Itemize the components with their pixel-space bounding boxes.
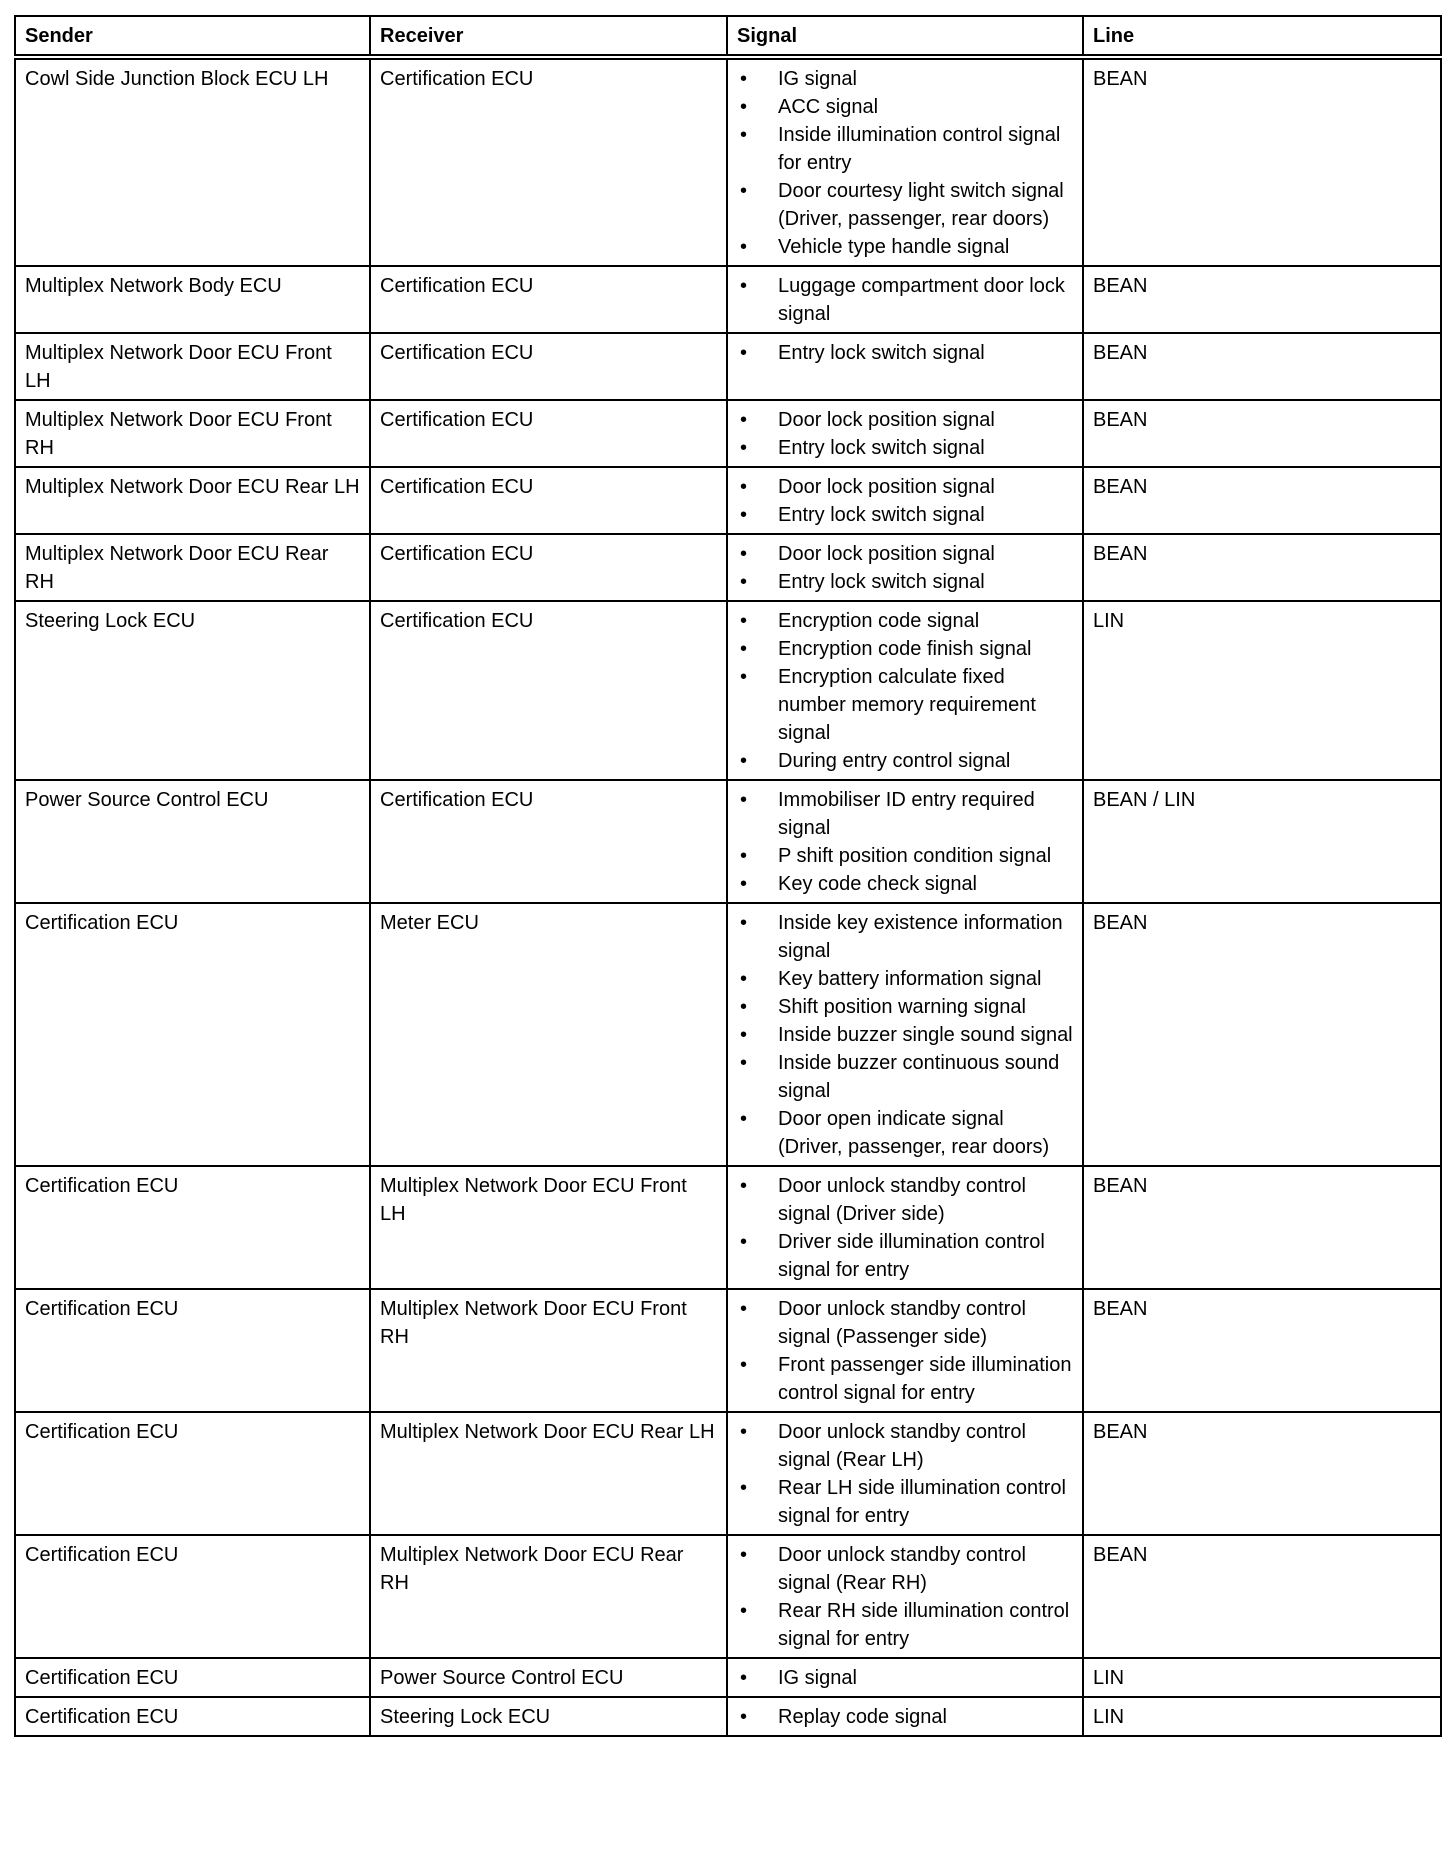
signal-item bbox=[737, 1418, 1073, 1474]
signal-text: Inside key existence information signal bbox=[778, 912, 1063, 962]
signal-text: Entry lock switch signal bbox=[778, 437, 985, 459]
signal-cell bbox=[727, 333, 1083, 400]
receiver-cell: Certification ECU bbox=[370, 266, 727, 333]
signal-table bbox=[14, 15, 1442, 1737]
signal-item bbox=[737, 870, 1073, 898]
sender-cell: Certification ECU bbox=[15, 1697, 370, 1736]
line-cell: BEAN bbox=[1083, 333, 1441, 400]
signal-list bbox=[737, 1664, 1073, 1692]
table-row bbox=[15, 333, 1441, 400]
signal-list bbox=[737, 272, 1073, 328]
signal-cell bbox=[727, 1697, 1083, 1736]
signal-cell bbox=[727, 57, 1083, 266]
receiver-cell: Certification ECU bbox=[370, 780, 727, 903]
signal-list bbox=[737, 406, 1073, 462]
receiver-cell: Certification ECU bbox=[370, 57, 727, 266]
signal-text: Immobiliser ID entry required signal bbox=[778, 789, 1035, 839]
signal-cell bbox=[727, 1289, 1083, 1412]
line-cell: BEAN bbox=[1083, 1535, 1441, 1658]
bullet-icon: • bbox=[740, 543, 748, 565]
bullet-icon: • bbox=[740, 1231, 748, 1253]
sender-cell: Certification ECU bbox=[15, 1658, 370, 1697]
signal-item bbox=[737, 65, 1073, 93]
signal-list bbox=[737, 1172, 1073, 1284]
signal-cell bbox=[727, 780, 1083, 903]
signal-text: Inside buzzer single sound signal bbox=[778, 1024, 1073, 1046]
signal-item bbox=[737, 1228, 1073, 1284]
signal-cell bbox=[727, 601, 1083, 780]
signal-text: Door unlock standby control signal (Passenger side) bbox=[778, 1298, 1026, 1348]
signal-cell bbox=[727, 1535, 1083, 1658]
signal-cell bbox=[727, 400, 1083, 467]
receiver-cell: Multiplex Network Door ECU Rear RH bbox=[370, 1535, 727, 1658]
signal-text: Door unlock standby control signal (Rear RH) bbox=[778, 1544, 1026, 1594]
receiver-cell: Steering Lock ECU bbox=[370, 1697, 727, 1736]
receiver-cell: Multiplex Network Door ECU Front RH bbox=[370, 1289, 727, 1412]
signal-text: Rear RH side illumination control signal for entry bbox=[778, 1600, 1070, 1650]
sender-cell: Certification ECU bbox=[15, 1535, 370, 1658]
signal-text: Door unlock standby control signal (Driver side) bbox=[778, 1175, 1026, 1225]
table-row bbox=[15, 266, 1441, 333]
receiver-cell: Certification ECU bbox=[370, 534, 727, 601]
receiver-cell: Meter ECU bbox=[370, 903, 727, 1166]
header-sender: Sender bbox=[15, 16, 370, 57]
signal-cell bbox=[727, 467, 1083, 534]
receiver-cell: Multiplex Network Door ECU Front LH bbox=[370, 1166, 727, 1289]
signal-text: Inside buzzer continuous sound signal bbox=[778, 1052, 1060, 1102]
bullet-icon: • bbox=[740, 912, 748, 934]
table-row bbox=[15, 780, 1441, 903]
bullet-icon: • bbox=[740, 96, 748, 118]
bullet-icon: • bbox=[740, 1298, 748, 1320]
signal-text: P shift position condition signal bbox=[778, 845, 1052, 867]
bullet-icon: • bbox=[740, 1667, 748, 1689]
signal-cell bbox=[727, 903, 1083, 1166]
table-row bbox=[15, 601, 1441, 780]
receiver-cell: Multiplex Network Door ECU Rear LH bbox=[370, 1412, 727, 1535]
bullet-icon: • bbox=[740, 1477, 748, 1499]
bullet-icon: • bbox=[740, 666, 748, 688]
signal-item bbox=[737, 1664, 1073, 1692]
signal-text: Key code check signal bbox=[778, 873, 978, 895]
signal-item bbox=[737, 473, 1073, 501]
signal-list bbox=[737, 540, 1073, 596]
signal-item bbox=[737, 233, 1073, 261]
line-cell: BEAN / LIN bbox=[1083, 780, 1441, 903]
bullet-icon: • bbox=[740, 750, 748, 772]
bullet-icon: • bbox=[740, 996, 748, 1018]
receiver-cell: Certification ECU bbox=[370, 333, 727, 400]
bullet-icon: • bbox=[740, 571, 748, 593]
signal-list bbox=[737, 1703, 1073, 1731]
signal-item bbox=[737, 568, 1073, 596]
sender-cell: Multiplex Network Door ECU Rear LH bbox=[15, 467, 370, 534]
signal-text: Rear LH side illumination control signal for entry bbox=[778, 1477, 1066, 1527]
signal-item bbox=[737, 607, 1073, 635]
signal-item bbox=[737, 635, 1073, 663]
signal-text: Encryption code signal bbox=[778, 610, 980, 632]
signal-item bbox=[737, 747, 1073, 775]
signal-text: Entry lock switch signal bbox=[778, 342, 985, 364]
signal-list bbox=[737, 607, 1073, 775]
signal-item bbox=[737, 406, 1073, 434]
signal-item bbox=[737, 434, 1073, 462]
signal-item bbox=[737, 1597, 1073, 1653]
signal-item bbox=[737, 1021, 1073, 1049]
table-row bbox=[15, 400, 1441, 467]
signal-item bbox=[737, 965, 1073, 993]
signal-item bbox=[737, 1541, 1073, 1597]
signal-item bbox=[737, 1351, 1073, 1407]
line-cell: BEAN bbox=[1083, 467, 1441, 534]
bullet-icon: • bbox=[740, 845, 748, 867]
table-row bbox=[15, 1412, 1441, 1535]
signal-item bbox=[737, 1172, 1073, 1228]
signal-cell bbox=[727, 1658, 1083, 1697]
receiver-cell: Certification ECU bbox=[370, 400, 727, 467]
table-row bbox=[15, 1166, 1441, 1289]
signal-item bbox=[737, 1703, 1073, 1731]
signal-text: Encryption calculate fixed number memory requirement signal bbox=[778, 666, 1036, 744]
signal-item bbox=[737, 339, 1073, 367]
signal-item bbox=[737, 1105, 1073, 1161]
sender-cell: Power Source Control ECU bbox=[15, 780, 370, 903]
bullet-icon: • bbox=[740, 1052, 748, 1074]
signal-text: Door lock position signal bbox=[778, 476, 995, 498]
table-row bbox=[15, 467, 1441, 534]
bullet-icon: • bbox=[740, 275, 748, 297]
signal-cell bbox=[727, 1166, 1083, 1289]
sender-cell: Multiplex Network Door ECU Front RH bbox=[15, 400, 370, 467]
bullet-icon: • bbox=[740, 476, 748, 498]
bullet-icon: • bbox=[740, 1544, 748, 1566]
line-cell: BEAN bbox=[1083, 1289, 1441, 1412]
table-row bbox=[15, 903, 1441, 1166]
bullet-icon: • bbox=[740, 124, 748, 146]
signal-list bbox=[737, 909, 1073, 1161]
sender-cell: Cowl Side Junction Block ECU LH bbox=[15, 57, 370, 266]
signal-cell bbox=[727, 1412, 1083, 1535]
bullet-icon: • bbox=[740, 638, 748, 660]
bullet-icon: • bbox=[740, 409, 748, 431]
signal-text: Door open indicate signal (Driver, passenger, rear doors) bbox=[778, 1108, 1050, 1158]
line-cell: LIN bbox=[1083, 1658, 1441, 1697]
line-cell: BEAN bbox=[1083, 266, 1441, 333]
signal-item bbox=[737, 1049, 1073, 1105]
bullet-icon: • bbox=[740, 1108, 748, 1130]
signal-item bbox=[737, 177, 1073, 233]
sender-cell: Certification ECU bbox=[15, 903, 370, 1166]
sender-cell: Steering Lock ECU bbox=[15, 601, 370, 780]
signal-item bbox=[737, 121, 1073, 177]
signal-text: Door lock position signal bbox=[778, 543, 995, 565]
signal-list bbox=[737, 1295, 1073, 1407]
table-body bbox=[15, 57, 1441, 1736]
signal-text: Inside illumination control signal for entry bbox=[778, 124, 1061, 174]
bullet-icon: • bbox=[740, 610, 748, 632]
sender-cell: Certification ECU bbox=[15, 1166, 370, 1289]
receiver-cell: Power Source Control ECU bbox=[370, 1658, 727, 1697]
table-row bbox=[15, 534, 1441, 601]
signal-item bbox=[737, 93, 1073, 121]
line-cell: LIN bbox=[1083, 1697, 1441, 1736]
signal-cell bbox=[727, 534, 1083, 601]
bullet-icon: • bbox=[740, 1421, 748, 1443]
sender-cell: Certification ECU bbox=[15, 1289, 370, 1412]
signal-text: IG signal bbox=[778, 1667, 857, 1689]
bullet-icon: • bbox=[740, 68, 748, 90]
signal-list bbox=[737, 1541, 1073, 1653]
signal-text: Vehicle type handle signal bbox=[778, 236, 1010, 258]
bullet-icon: • bbox=[740, 1354, 748, 1376]
signal-text: Door lock position signal bbox=[778, 409, 995, 431]
signal-item bbox=[737, 501, 1073, 529]
signal-item bbox=[737, 909, 1073, 965]
table-row bbox=[15, 57, 1441, 266]
bullet-icon: • bbox=[740, 504, 748, 526]
sender-cell: Multiplex Network Door ECU Front LH bbox=[15, 333, 370, 400]
signal-list bbox=[737, 339, 1073, 367]
signal-text: Door unlock standby control signal (Rear LH) bbox=[778, 1421, 1026, 1471]
header-signal: Signal bbox=[727, 16, 1083, 57]
signal-text: During entry control signal bbox=[778, 750, 1011, 772]
bullet-icon: • bbox=[740, 1600, 748, 1622]
line-cell: LIN bbox=[1083, 601, 1441, 780]
signal-item bbox=[737, 663, 1073, 747]
table-row bbox=[15, 1289, 1441, 1412]
bullet-icon: • bbox=[740, 1706, 748, 1728]
signal-item bbox=[737, 1474, 1073, 1530]
line-cell: BEAN bbox=[1083, 534, 1441, 601]
signal-text: Entry lock switch signal bbox=[778, 504, 985, 526]
bullet-icon: • bbox=[740, 873, 748, 895]
signal-item bbox=[737, 1295, 1073, 1351]
signal-list bbox=[737, 65, 1073, 261]
signal-text: Shift position warning signal bbox=[778, 996, 1026, 1018]
receiver-cell: Certification ECU bbox=[370, 601, 727, 780]
bullet-icon: • bbox=[740, 789, 748, 811]
sender-cell: Certification ECU bbox=[15, 1412, 370, 1535]
signal-item bbox=[737, 272, 1073, 328]
header-receiver: Receiver bbox=[370, 16, 727, 57]
line-cell: BEAN bbox=[1083, 903, 1441, 1166]
signal-list bbox=[737, 473, 1073, 529]
line-cell: BEAN bbox=[1083, 57, 1441, 266]
table-row bbox=[15, 1658, 1441, 1697]
header-line: Line bbox=[1083, 16, 1441, 57]
line-cell: BEAN bbox=[1083, 1166, 1441, 1289]
receiver-cell: Certification ECU bbox=[370, 467, 727, 534]
signal-list bbox=[737, 1418, 1073, 1530]
sender-cell: Multiplex Network Body ECU bbox=[15, 266, 370, 333]
header-row bbox=[15, 16, 1441, 57]
signal-text: Entry lock switch signal bbox=[778, 571, 985, 593]
sender-cell: Multiplex Network Door ECU Rear RH bbox=[15, 534, 370, 601]
bullet-icon: • bbox=[740, 342, 748, 364]
signal-item bbox=[737, 993, 1073, 1021]
signal-cell bbox=[727, 266, 1083, 333]
table-row bbox=[15, 1697, 1441, 1736]
bullet-icon: • bbox=[740, 968, 748, 990]
signal-item bbox=[737, 842, 1073, 870]
signal-text: Luggage compartment door lock signal bbox=[778, 275, 1065, 325]
signal-text: Front passenger side illumination control signal for entry bbox=[778, 1354, 1072, 1404]
bullet-icon: • bbox=[740, 437, 748, 459]
bullet-icon: • bbox=[740, 1175, 748, 1197]
signal-text: Driver side illumination control signal for entry bbox=[778, 1231, 1045, 1281]
bullet-icon: • bbox=[740, 236, 748, 258]
table-row bbox=[15, 1535, 1441, 1658]
bullet-icon: • bbox=[740, 180, 748, 202]
signal-text: Door courtesy light switch signal (Driver, passenger, rear doors) bbox=[778, 180, 1064, 230]
signal-item bbox=[737, 540, 1073, 568]
line-cell: BEAN bbox=[1083, 400, 1441, 467]
signal-text: Replay code signal bbox=[778, 1706, 947, 1728]
line-cell: BEAN bbox=[1083, 1412, 1441, 1535]
signal-list bbox=[737, 786, 1073, 898]
signal-item bbox=[737, 786, 1073, 842]
signal-text: Key battery information signal bbox=[778, 968, 1042, 990]
signal-text: Encryption code finish signal bbox=[778, 638, 1032, 660]
signal-text: ACC signal bbox=[778, 96, 879, 118]
bullet-icon: • bbox=[740, 1024, 748, 1046]
signal-text: IG signal bbox=[778, 68, 857, 90]
